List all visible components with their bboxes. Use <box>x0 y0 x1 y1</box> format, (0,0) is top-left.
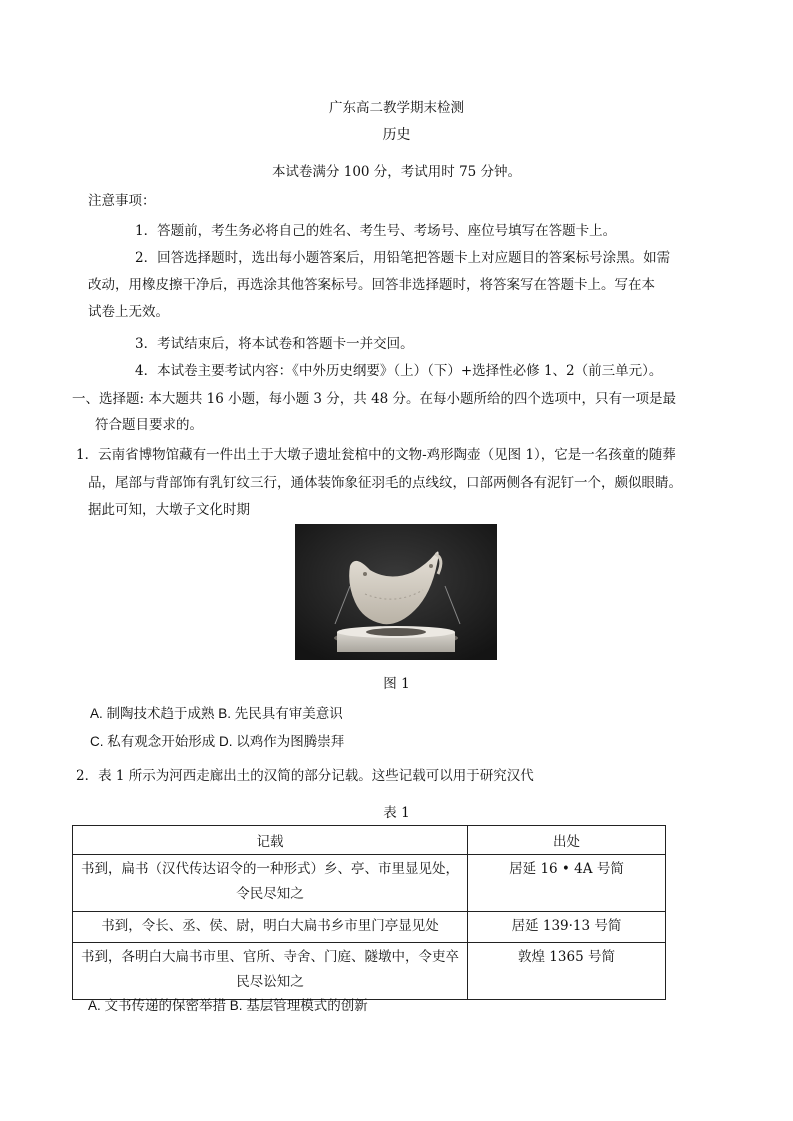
table-row <box>73 912 666 943</box>
table-cell-record: 书到，扁书（汉代传达诏令的一种形式）乡、亭、市里显见处，令民尽知之 <box>73 855 468 912</box>
table-1-caption: 表 1 <box>383 805 410 821</box>
exam-title: 广东高二教学期末检测 <box>329 100 464 116</box>
q1-options-ab: A. 制陶技术趋于成熟 B. 先民具有审美意识 <box>90 706 343 721</box>
table-header-record: 记载 <box>73 826 468 855</box>
q1-stem-line2: 品，尾部与背部饰有乳钉纹三行，通体装饰象征羽毛的点线纹，口部两侧各有泥钉一个，颇似眼睛。 <box>88 475 682 491</box>
table-row <box>73 855 666 912</box>
notice-item-2-cont: 改动，用橡皮擦干净后，再选涂其他答案标号。回答非选择题时，将答案写在答题卡上。写在本 <box>88 277 655 293</box>
q1-stem-line1: 1．云南省博物馆藏有一件出土于大墩子遗址瓮棺中的文物-鸡形陶壶（见图 1），它是一名孩童的随葬 <box>76 447 676 463</box>
q1-options-cd: C. 私有观念开始形成 D. 以鸡作为图腾崇拜 <box>90 734 345 749</box>
han-slips-table <box>72 825 666 1000</box>
table-cell-source: 居延 139·13 号简 <box>468 912 666 943</box>
q1-stem-line3: 据此可知，大墩子文化时期 <box>88 502 250 518</box>
q2-options-ab: A. 文书传递的保密举措 B. 基层管理模式的创新 <box>88 998 368 1013</box>
table-row <box>73 943 666 1000</box>
notice-item-1: 1．答题前，考生务必将自己的姓名、考生号、考场号、座位号填写在答题卡上。 <box>135 223 617 239</box>
q2-stem: 2．表 1 所示为河西走廊出土的汉简的部分记载。这些记载可以用于研究汉代 <box>76 768 534 784</box>
notice-item-2-end: 试卷上无效。 <box>88 304 169 320</box>
subject-title: 历史 <box>382 127 411 143</box>
section-heading: 一、选择题: 本大题共 16 小题，每小题 3 分，共 48 分。在每小题所给的四个选项中，只有一项是最 <box>72 391 677 407</box>
notice-item-2: 2．回答选择题时，选出每小题答案后，用铅笔把答题卡上对应题目的答案标号涂黑。如需 <box>135 250 671 266</box>
chicken-pottery-image <box>295 524 497 660</box>
table-cell-source: 敦煌 1365 号简 <box>468 943 666 1000</box>
figure-1-caption: 图 1 <box>383 676 410 692</box>
table-header-source: 出处 <box>468 826 666 855</box>
table-cell-source: 居延 16 • 4A 号简 <box>468 855 666 912</box>
notice-item-4: 4．本试卷主要考试内容：《中外历史纲要》（上）（下）+选择性必修 1、2（前三单元）。 <box>135 363 663 379</box>
notice-item-3: 3．考试结束后，将本试卷和答题卡一并交回。 <box>135 336 414 352</box>
table-header-row <box>73 826 666 855</box>
table-cell-record: 书到，各明白大扁书市里、官所、寺舍、门庭、隧墩中，令吏卒民尽讼知之 <box>73 943 468 1000</box>
section-heading-cont: 符合题目要求的。 <box>95 417 203 433</box>
exam-info: 本试卷满分 100 分，考试用时 75 分钟。 <box>271 164 522 180</box>
notice-heading: 注意事项： <box>88 193 156 209</box>
table-cell-record: 书到，令长、丞、侯、尉，明白大扁书乡市里门亭显见处 <box>73 912 468 943</box>
figure-1-photo <box>295 524 497 660</box>
